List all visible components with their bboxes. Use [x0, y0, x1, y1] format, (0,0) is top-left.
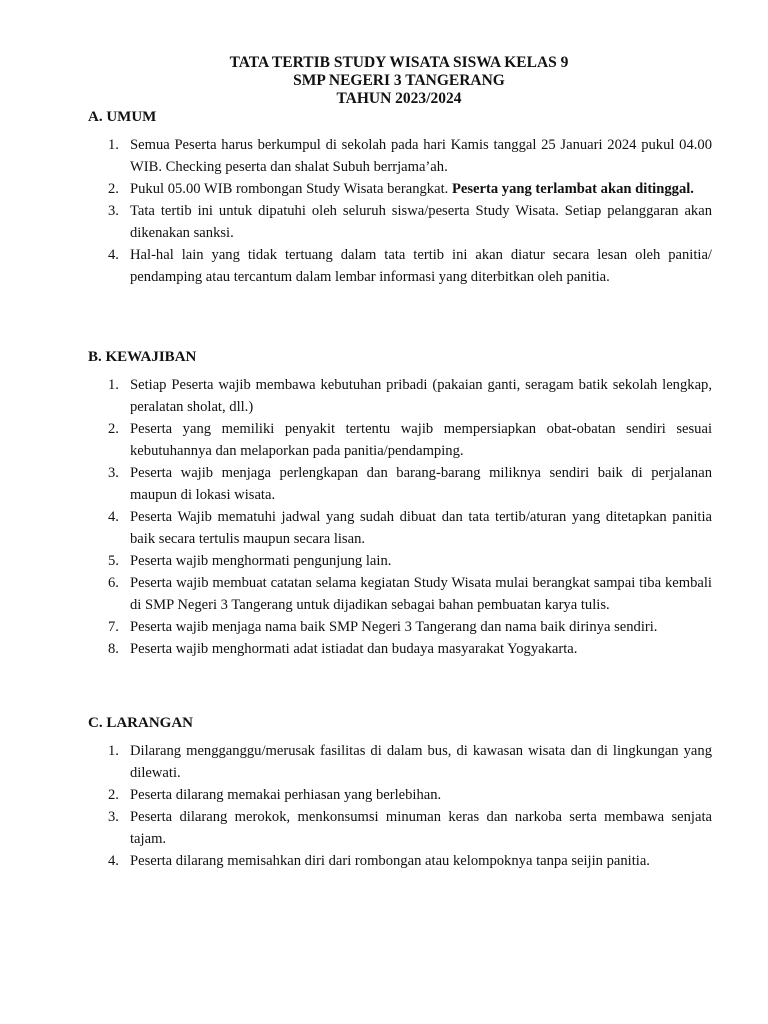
- item-text: Semua Peserta harus berkumpul di sekolah pada hari Kamis tanggal 25 Januari 2024 pukul 04.00 WIB. Checking peserta dan shalat Subuh berrjama’ah.: [130, 137, 712, 175]
- item-text-bold: Peserta yang terlambat akan ditinggal.: [451, 181, 694, 197]
- item-text: Dilarang mengganggu/merusak fasilitas di dalam bus, di kawasan wisata dan di lingkungan yang dilewati.: [130, 743, 712, 781]
- item-text: Peserta dilarang memakai perhiasan yang berlebihan.: [130, 787, 442, 803]
- item-number: 7.: [108, 619, 119, 635]
- list-item: [88, 550, 712, 572]
- item-text: Peserta Wajib mematuhi jadwal yang sudah dibuat dan tata tertib/aturan yang ditetapkan panitia baik secara tertulis maupun secara lisan.: [130, 509, 712, 547]
- list-item: [88, 178, 712, 200]
- item-text: Peserta wajib membuat catatan selama kegiatan Study Wisata mulai berangkat sampai tiba kembali di SMP Negeri 3 Tangerang untuk dijadikan sebagai bahan pembuatan karya tulis.: [130, 575, 712, 613]
- list-item: [88, 374, 712, 418]
- item-number: 2.: [108, 181, 119, 197]
- item-text: Peserta wajib menghormati pengunjung lain.: [130, 553, 392, 569]
- list-item: [88, 244, 712, 288]
- item-text: Hal-hal lain yang tidak tertuang dalam tata tertib ini akan diatur secara lesan oleh panitia/ pendamping atau tercantum dalam lembar informasi yang diterbitkan oleh panitia.: [130, 247, 712, 285]
- item-text: Peserta wajib menjaga nama baik SMP Negeri 3 Tangerang dan nama baik dirinya sendiri.: [130, 619, 658, 635]
- item-number: 1.: [108, 377, 119, 393]
- item-text: Peserta dilarang merokok, menkonsumsi minuman keras dan narkoba serta membawa senjata tajam.: [130, 809, 712, 847]
- item-number: 4.: [108, 509, 119, 525]
- rule-list: [88, 374, 712, 660]
- list-item: [88, 134, 712, 178]
- list-item: [88, 462, 712, 506]
- section-kewajiban: [88, 348, 712, 660]
- item-number: 6.: [108, 575, 119, 591]
- section-heading: C. LARANGAN: [88, 715, 193, 731]
- item-text: [130, 181, 694, 197]
- section-umum: [88, 108, 712, 288]
- item-text: Peserta wajib menghormati adat istiadat dan budaya masyarakat Yogyakarta.: [130, 641, 578, 657]
- title-line-1: TATA TERTIB STUDY WISATA SISWA KELAS 9: [229, 54, 569, 71]
- list-item: [88, 506, 712, 550]
- item-text: Peserta wajib menjaga perlengkapan dan barang-barang miliknya sendiri baik di perjalanan maupun di lokasi wisata.: [130, 465, 712, 503]
- item-text-plain: Pukul 05.00 WIB rombongan Study Wisata berangkat.: [130, 181, 452, 197]
- item-number: 8.: [108, 641, 119, 657]
- item-text: Peserta dilarang memisahkan diri dari rombongan atau kelompoknya tanpa seijin panitia.: [130, 853, 650, 869]
- item-number: 1.: [108, 743, 119, 759]
- item-number: 1.: [108, 137, 119, 153]
- item-number: 3.: [108, 465, 119, 481]
- title-line-3: TAHUN 2023/2024: [336, 90, 462, 107]
- item-text: Peserta yang memiliki penyakit tertentu wajib mempersiapkan obat-obatan sendiri sesuai kebutuhannya dan melaporkan pada panitia/pendamping.: [130, 421, 712, 459]
- list-item: [88, 740, 712, 784]
- item-number: 4.: [108, 247, 119, 263]
- item-number: 4.: [108, 853, 119, 869]
- list-item: [88, 572, 712, 616]
- document-title: [0, 54, 768, 108]
- list-item: [88, 850, 712, 872]
- item-number: 5.: [108, 553, 119, 569]
- item-text: Setiap Peserta wajib membawa kebutuhan pribadi (pakaian ganti, seragam batik sekolah lengkap, peralatan sholat, dll.): [130, 377, 712, 415]
- list-item: [88, 806, 712, 850]
- item-number: 2.: [108, 787, 119, 803]
- list-item: [88, 200, 712, 244]
- list-item: [88, 418, 712, 462]
- list-item: [88, 784, 712, 806]
- item-text: Tata tertib ini untuk dipatuhi oleh seluruh siswa/peserta Study Wisata. Setiap pelanggaran akan dikenakan sanksi.: [130, 203, 712, 241]
- list-item: [88, 616, 712, 638]
- section-heading: A. UMUM: [88, 109, 157, 125]
- list-item: [88, 638, 712, 660]
- title-line-2: SMP NEGERI 3 TANGERANG: [293, 72, 505, 89]
- item-number: 3.: [108, 809, 119, 825]
- item-number: 2.: [108, 421, 119, 437]
- rule-list: [88, 740, 712, 872]
- rule-list: [88, 134, 712, 288]
- section-heading: B. KEWAJIBAN: [88, 349, 197, 365]
- section-larangan: [88, 714, 712, 872]
- item-number: 3.: [108, 203, 119, 219]
